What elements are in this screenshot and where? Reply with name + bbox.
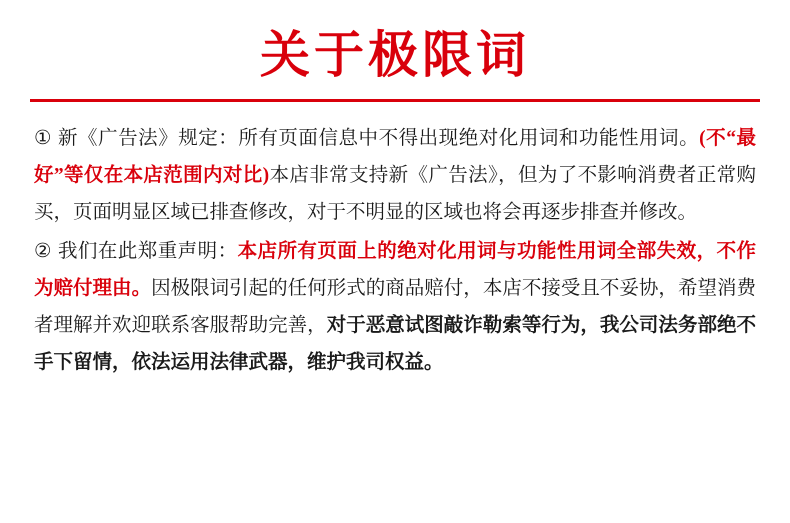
- paragraph-1-run-1: 新《广告法》规定：所有页面信息中不得出现绝对化用词和功能性用词。: [57, 128, 700, 149]
- paragraph-1-run-2: (不“最好”等仅在本店范围内对比): [34, 128, 756, 186]
- title-divider: [30, 99, 760, 102]
- paragraph-2-marker: ②: [34, 241, 52, 262]
- paragraph-2-run-1: 我们在此郑重声明：: [57, 241, 238, 262]
- notice-body: [30, 120, 760, 381]
- paragraph-2: [34, 233, 756, 381]
- page-title: 关于极限词: [260, 27, 530, 83]
- paragraph-2-run-2: 本店所有页面上的绝对化用词与功能性用词全部失效，不作为赔付理由。: [34, 241, 756, 299]
- paragraph-1: [34, 120, 756, 231]
- paragraph-1-marker: ①: [34, 128, 52, 149]
- paragraph-2-run-4: 对于恶意试图敲诈勒索等行为，我公司法务部绝不手下留情，依法运用法律武器，维护我司权益。: [34, 315, 756, 373]
- paragraph-2-run-3: 因极限词引起的任何形式的商品赔付，本店不接受且不妥协，希望消费者理解并欢迎联系客服帮助完善，: [34, 278, 756, 336]
- paragraph-1-run-3: 本店非常支持新《广告法》，但为了不影响消费者正常购买，页面明显区域已排查修改，对于不明显的区域也将会再逐步排查并修改。: [34, 165, 756, 223]
